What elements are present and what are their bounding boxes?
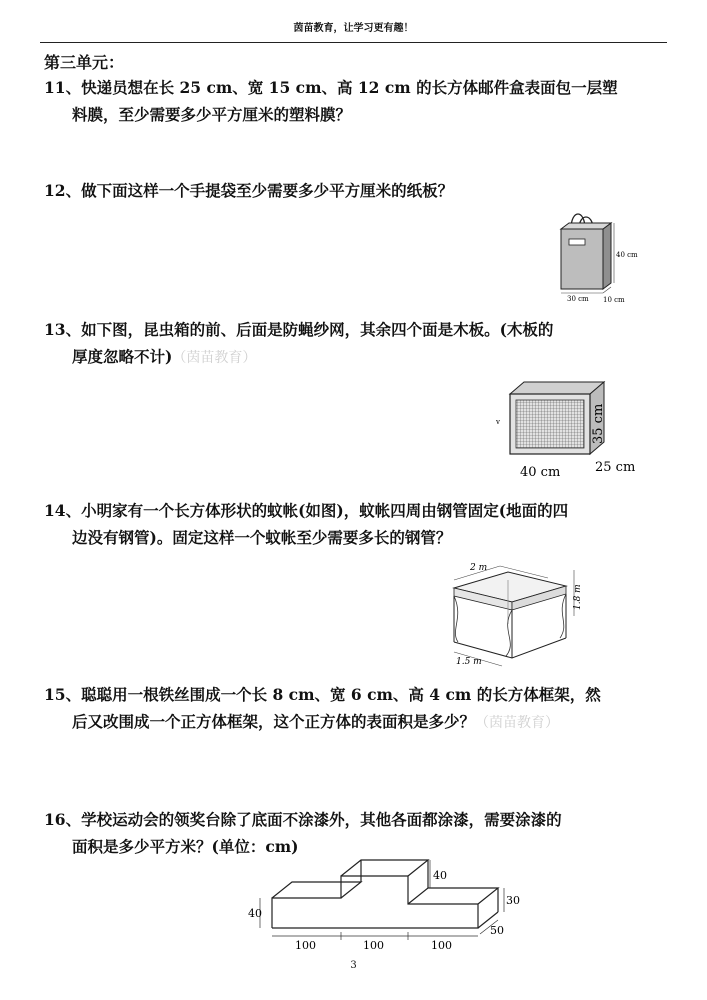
bag-width-label: 10 cm	[603, 296, 625, 304]
question-number: 14、	[44, 501, 82, 520]
question-text-cont: 边没有钢管)。固定这样一个蚊帐至少需要多长的钢管？	[72, 528, 452, 547]
net-length-label: 2 m	[470, 563, 488, 573]
net-width-label: 1.5 m	[456, 657, 482, 667]
podium-segment-3: 100	[431, 939, 452, 952]
podium-segment-1: 100	[295, 939, 316, 952]
question-text: 学校运动会的领奖台除了底面不涂漆外，其他各面都涂漆，需要涂漆的	[81, 810, 562, 829]
bag-figure	[545, 205, 645, 305]
page-header: 茵苗教育，让学习更有趣！	[40, 18, 667, 43]
watermark: （茵苗教育）	[172, 350, 257, 366]
question-text-cont: 厚度忽略不计)	[72, 347, 173, 366]
bag-height-label: 40 cm	[616, 251, 638, 259]
podium-right-height: 30	[506, 894, 520, 907]
question-11	[44, 74, 672, 128]
box-length-label: 40 cm	[520, 465, 561, 480]
box-height-label: 35 cm	[591, 403, 606, 444]
question-14	[44, 497, 672, 551]
question-number: 12、	[44, 181, 82, 200]
question-text: 聪聪用一根铁丝围成一个长 8 cm、宽 6 cm、高 4 cm 的长方体框架，然	[81, 685, 601, 704]
mosquito-net-figure	[440, 558, 590, 670]
question-15	[44, 681, 672, 737]
unit-title: 第三单元：	[44, 53, 125, 72]
question-text: 做下面这样一个手提袋至少需要多少平方厘米的纸板？	[81, 181, 454, 200]
svg-text:v: v	[496, 418, 500, 426]
question-text: 快递员想在长 25 cm、宽 15 cm、高 12 cm 的长方体邮件盒表面包一层塑	[81, 78, 618, 97]
watermark: （茵苗教育）	[475, 715, 560, 731]
insect-box-figure	[490, 372, 650, 482]
question-number: 15、	[44, 685, 82, 704]
bag-length-label: 30 cm	[567, 295, 589, 303]
question-12	[44, 177, 672, 204]
net-height-label: 1.8 m	[573, 584, 583, 610]
podium-segment-2: 100	[363, 939, 384, 952]
question-text: 小明家有一个长方体形状的蚊帐(如图)，蚊帐四周由钢管固定(地面的四	[81, 501, 569, 520]
podium-figure	[240, 852, 520, 952]
question-number: 11、	[44, 78, 82, 97]
question-number: 16、	[44, 810, 82, 829]
question-text: 如下图，昆虫箱的前、后面是防蝇纱网，其余四个面是木板。(木板的	[81, 320, 554, 339]
podium-left-height: 40	[248, 907, 262, 920]
question-text-cont: 面积是多少平方米？(单位：cm)	[72, 837, 299, 856]
box-width-label: 25 cm	[595, 460, 636, 475]
page-number: 3	[350, 960, 357, 971]
podium-middle-height: 40	[433, 869, 447, 882]
question-number: 13、	[44, 320, 82, 339]
question-text-cont: 后又改围成一个正方体框架，这个正方体的表面积是多少？	[72, 712, 476, 731]
question-13	[44, 316, 672, 372]
podium-depth: 50	[490, 924, 504, 937]
question-text-cont: 料膜，至少需要多少平方厘米的塑料膜？	[72, 105, 352, 124]
